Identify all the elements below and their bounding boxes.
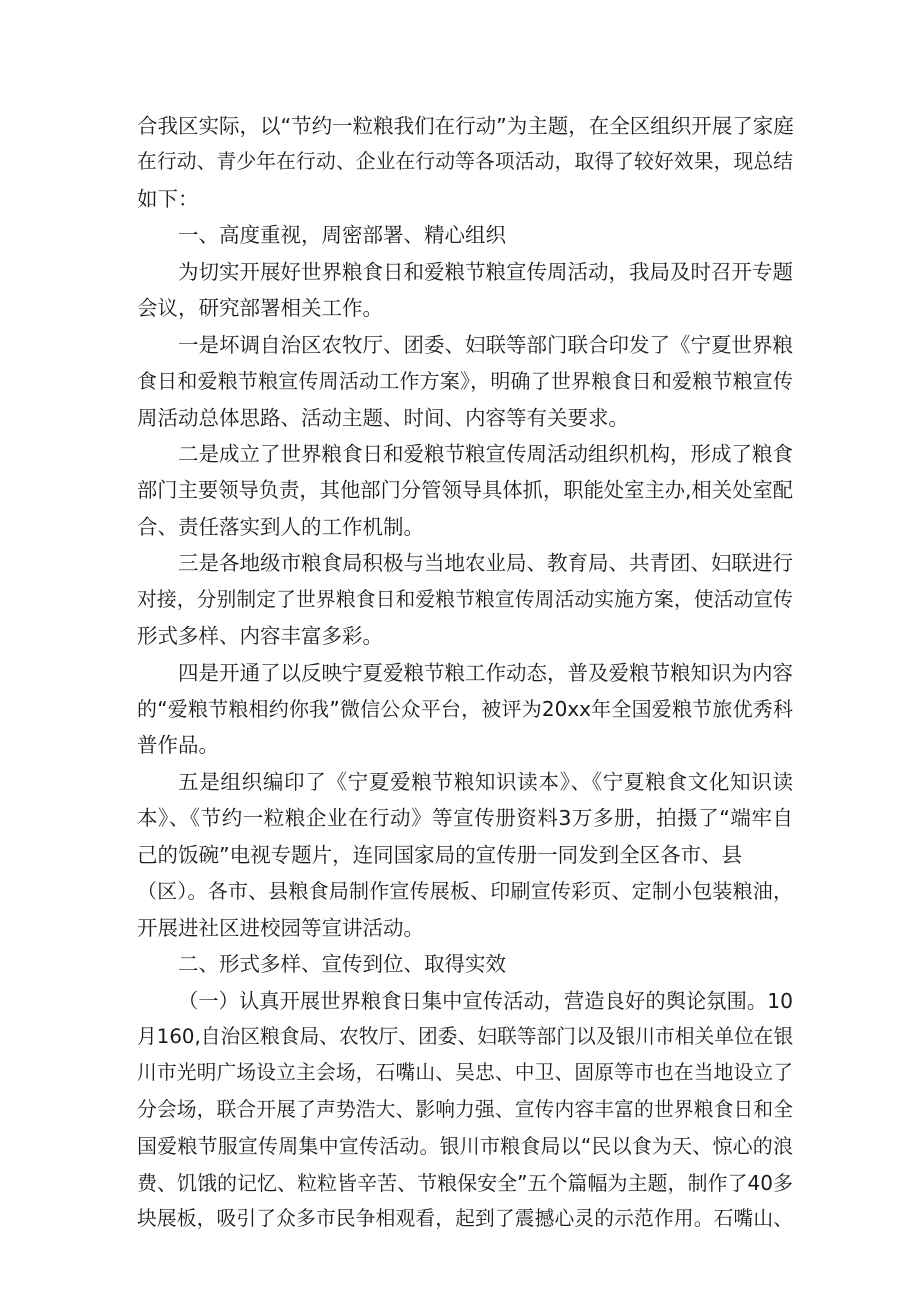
text-line: 在行动、青少年在行动、企业在行动等各项活动，取得了较好效果，现总结 [137,150,793,174]
text-line: （一）认真开展世界粮食日集中宣传活动，营造良好的舆论氛围。10 [178,988,793,1013]
text-line: 四是开通了以反映宁夏爱粮节粮工作动态，普及爱粮节粮知识为内容 [178,660,793,685]
text-line: 费、饥饿的记忆、粒粒皆辛苦、节粮保安全”五个篇幅为主题，制作了40多 [137,1170,793,1195]
text-line: 合、责任落实到人的工作机制。 [137,514,424,539]
text-line: 会议，研究部署相关工作。 [137,296,383,321]
text-line: 食日和爱粮节粮宣传周活动工作方案》，明确了世界粮食日和爱粮节粮宣传 [137,369,793,394]
text-line: 对接，分别制定了世界粮食日和爱粮节粮宣传周活动实施方案，使活动宣传 [137,587,793,611]
text-line: 二、形式多样、宣传到位、取得实效 [178,952,506,977]
text-line: 开展进社区进校园等宣讲活动。 [137,915,424,940]
text-line: 部门主要领导负责，其他部门分管领导具体抓，职能处室主办,相关处室配 [137,478,793,503]
text-line: 块展板，吸引了众多市民争相观看，起到了震撼心灵的示范作用。石嘴山、 [137,1207,793,1231]
text-line: 普作品。 [137,733,219,758]
text-line: 周活动总体思路、活动主题、时间、内容等有关要求。 [137,405,629,430]
text-line: 分会场，联合开展了声势浩大、影响力强、宣传内容丰富的世界粮食日和全 [137,1097,793,1121]
text-line: 川市光明广场设立主会场，石嘴山、吴忠、中卫、固原等市也在当地设立了 [137,1061,793,1085]
text-line: 国爱粮节服宣传周集中宣传活动。银川市粮食局以“民以食为天、惊心的浪 [137,1134,793,1159]
text-line: （区）。各市、县粮食局制作宣传展板、印刷宣传彩页、定制小包装粮油， [137,879,793,904]
text-line: 形式多样、内容丰富多彩。 [137,624,383,649]
document-body [137,108,793,1238]
text-line: 五是组织编印了《宁夏爱粮节粮知识读本》、《宁夏粮食文化知识读 [178,769,793,794]
text-line: 二是成立了世界粮食日和爱粮节粮宣传周活动组织机构，形成了粮食 [178,441,793,466]
text-line: 为切实开展好世界粮食日和爱粮节粮宣传周活动，我局及时召开专题 [178,259,793,284]
text-line: 己的饭碗”电视专题片，连同国家局的宣传册一同发到全区各市、县 [137,842,743,867]
text-line: 月160,自治区粮食局、农牧厅、团委、妇联等部门以及银川市相关单位在银 [137,1024,794,1048]
text-line: 一、高度重视，周密部署、精心组织 [178,223,506,248]
text-line: 合我区实际，以“节约一粒粮我们在行动”为主题，在全区组织开展了家庭 [137,114,794,138]
text-line: 如下： [137,186,199,211]
text-line: 三是各地级市粮食局积极与当地农业局、教育局、共青团、妇联进行 [178,551,793,576]
text-line: 的“爱粮节粮相约你我”微信公众平台，被评为20xx年全国爱粮节旅优秀科 [137,697,793,721]
text-line: 一是坏调自治区农牧厅、团委、妇联等部门联合印发了《宁夏世界粮 [178,332,793,357]
text-line: 本》、《节约一粒粮企业在行动》等宣传册资料3万多册，拍摄了“端牢自 [137,806,793,831]
